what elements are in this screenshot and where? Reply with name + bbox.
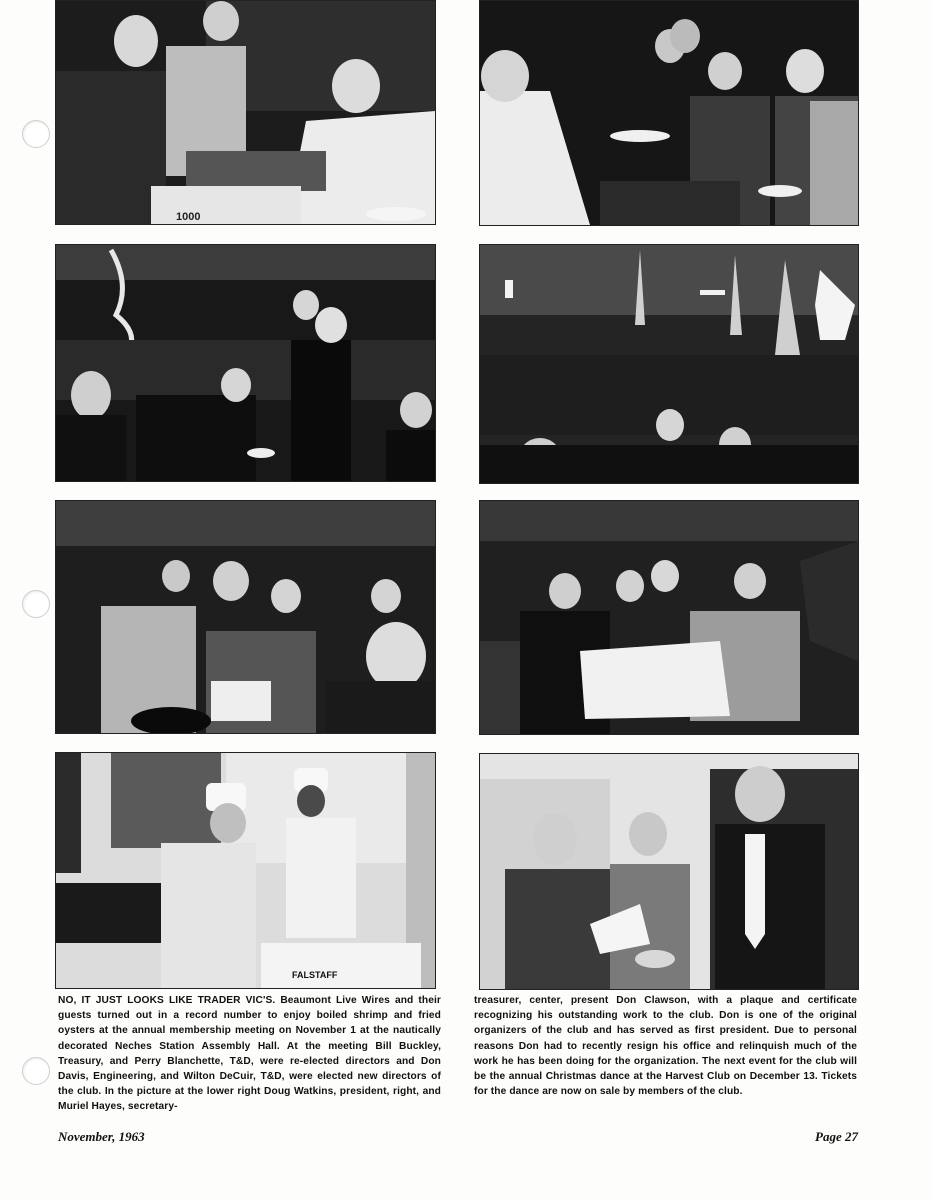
photo-serving-table [479, 0, 859, 226]
footer-page-number: Page 27 [815, 1129, 858, 1144]
footer-date: November, 1963 [58, 1129, 145, 1144]
caption-lead: NO, IT JUST LOOKS LIKE TRADER VIC'S. [58, 995, 276, 1006]
caption-left-body: Beaumont Live Wires and their guests turned out in a record number to enjoy boiled shrimp and fried oysters at the annual membership meeting on November 1 at the nautically decorated Neches Station Assembly Hall. At the meeting Bill Buckley, Treasury, and Perry Blanchette, T&D, were re-elected directors and Don Davis, Engineering, and Wilton DeCuir, T&D, were elected new directors of the club. In the picture at the lower right Doug Watkins, president, right, and Muriel Hayes, secretary- [58, 995, 441, 1113]
photo-dining-tables-left [55, 500, 436, 734]
crate-label: FALSTAFF [292, 970, 338, 980]
photo-dining-tables-right [479, 500, 859, 735]
binder-hole-middle [22, 590, 50, 618]
caption-right-body: treasurer, center, present Don Clawson, with a plaque and certificate recognizing his outstanding work to the club. Don is one of the original organizers of the club and has served as first president. Due to personal reasons Don had to recently resign his office and relinquish much of the work he has been doing for the organization. The next event for the club will be the annual Christmas dance at the Harvest Club on December 13. Tickets for the dance are now on sale by members of the club. [474, 995, 857, 1098]
binder-hole-top [22, 120, 50, 148]
caption-left-column [58, 993, 441, 1115]
caption-right-column [474, 993, 857, 1099]
photo-buffet-line [55, 0, 436, 225]
photo-hall-guests [55, 244, 436, 482]
photo-hall-overview [479, 244, 859, 484]
box-label: 1000 [176, 211, 201, 223]
binder-hole-bottom [22, 1057, 50, 1085]
photo-award-presentation [479, 753, 859, 990]
photo-chefs-kitchen [55, 752, 436, 989]
